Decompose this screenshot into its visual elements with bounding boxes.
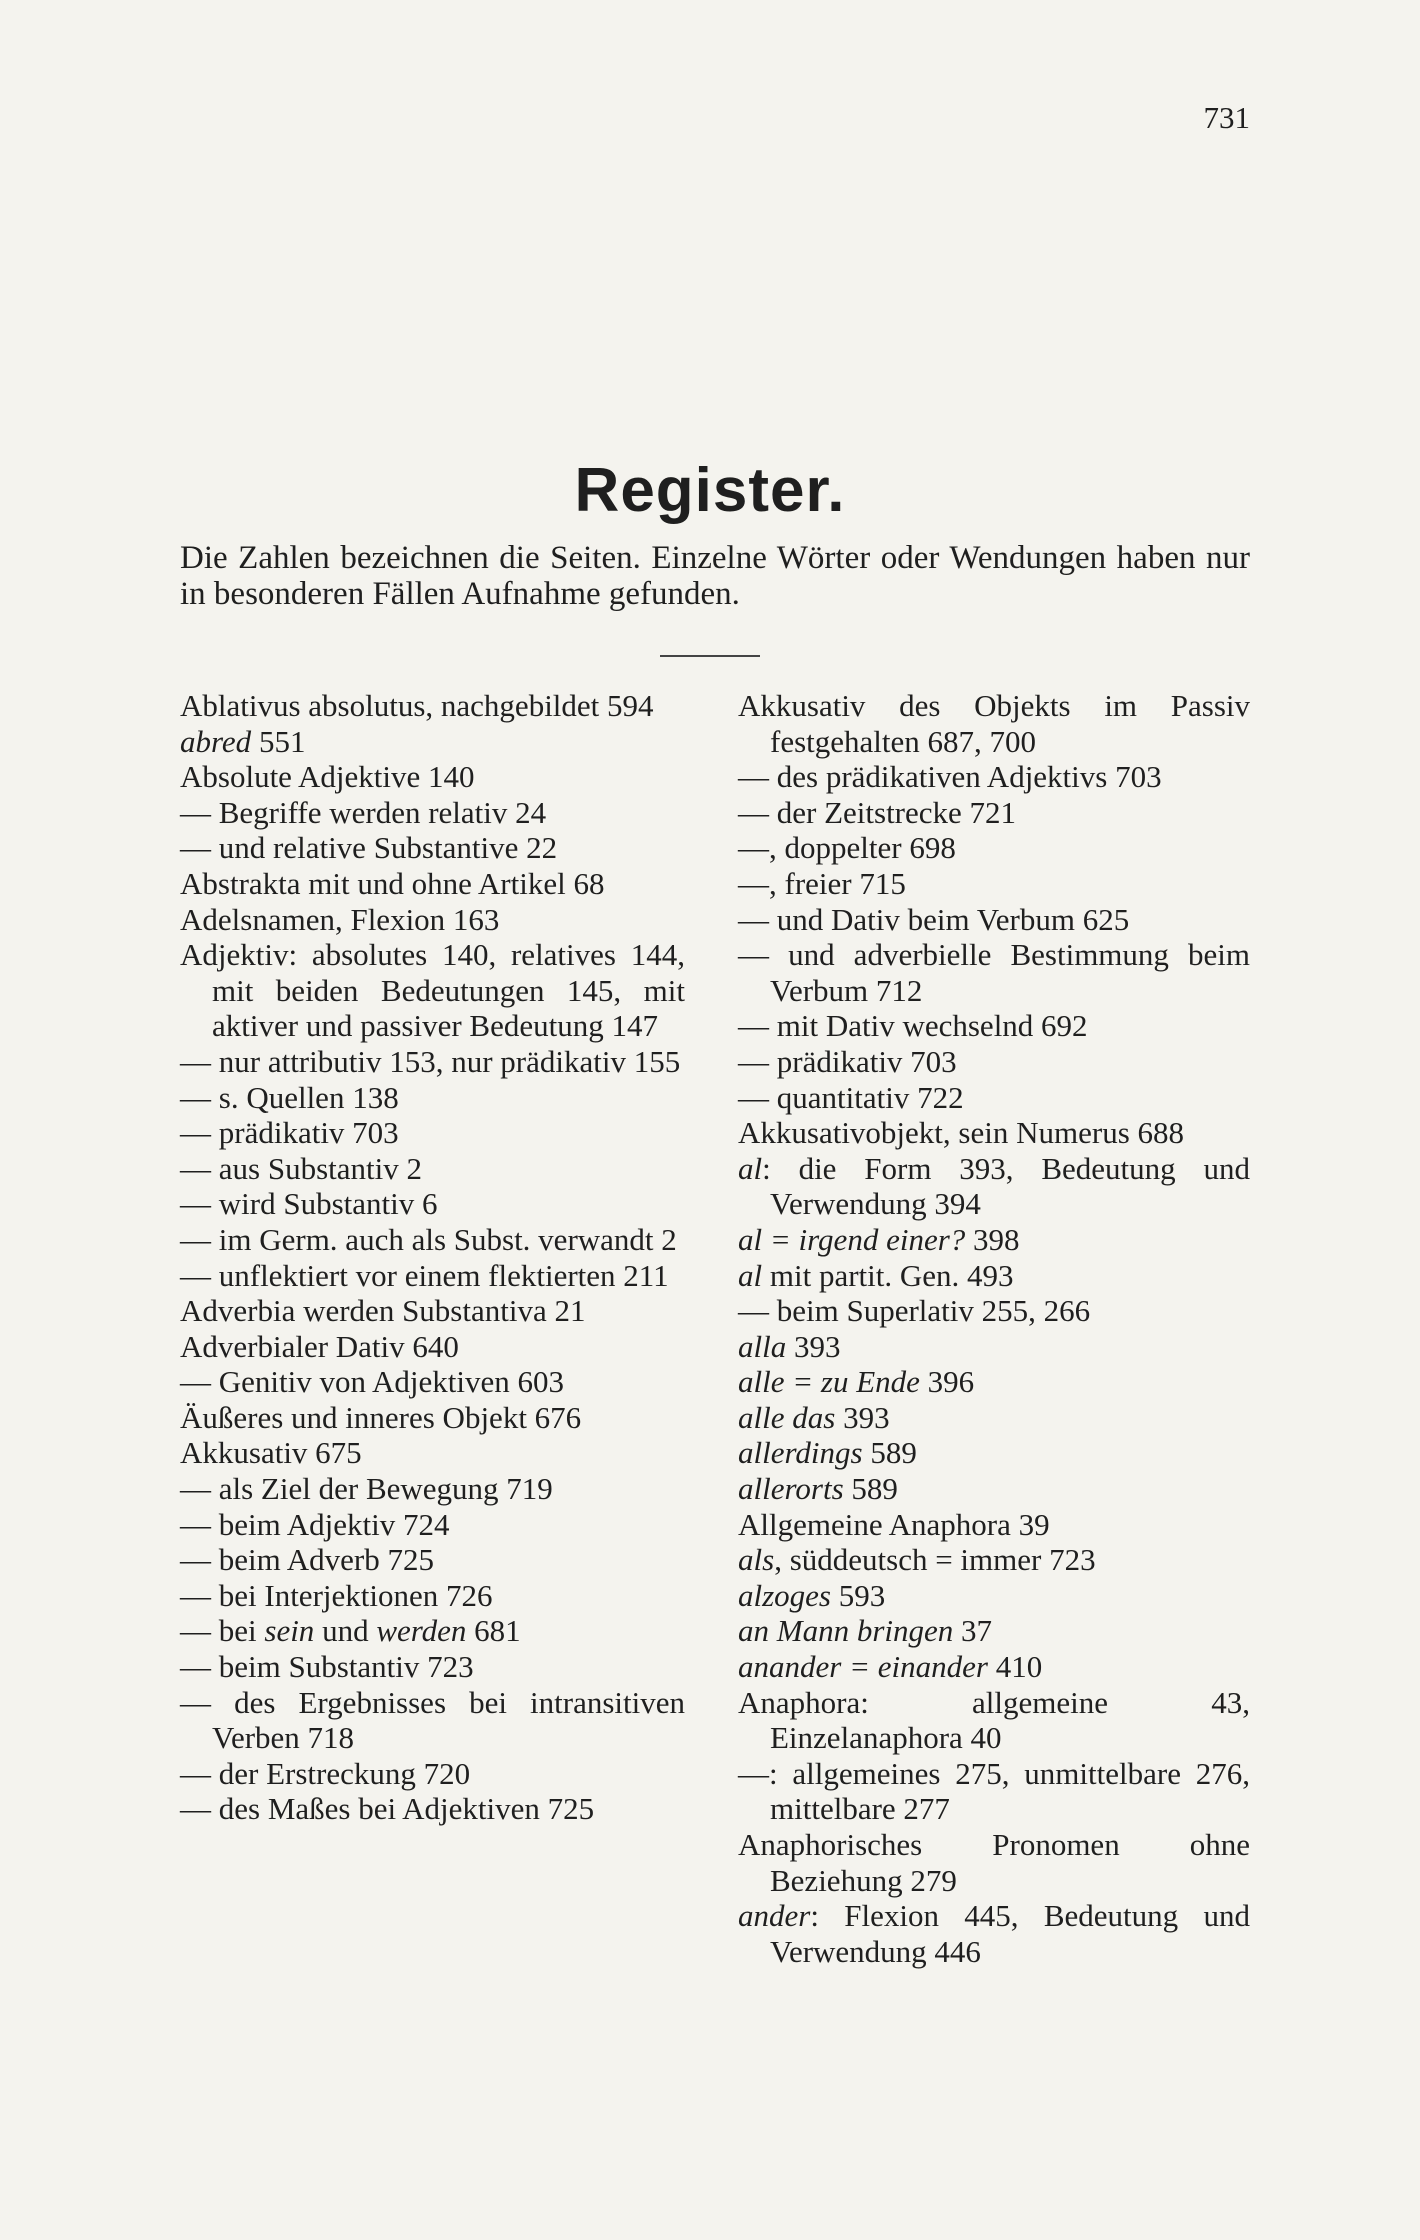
index-entry-text: 398 xyxy=(965,1221,1020,1257)
index-entry xyxy=(180,1578,685,1614)
index-entry xyxy=(738,759,1250,795)
index-headword: an Mann bringen xyxy=(738,1613,954,1649)
index-entry-text: und xyxy=(314,1613,377,1649)
intro-note: Die Zahlen bezeichnen die Seiten. Einzelne Wörter oder Wendungen haben nur in besonderen Fällen Aufnahme gefunden. xyxy=(180,540,1250,612)
index-entry-text: 393 xyxy=(786,1328,841,1364)
index-entry-text: Adverbialer Dativ 640 xyxy=(180,1328,459,1364)
index-entry xyxy=(738,1400,1250,1436)
index-entry-text: Akkusativ 675 xyxy=(180,1435,362,1471)
index-headword: abred xyxy=(180,723,252,759)
index-entry xyxy=(738,688,1250,759)
index-entry xyxy=(738,795,1250,831)
index-entry xyxy=(180,1542,685,1578)
index-entry-text: : die Form 393, Bedeutung und Verwendung 394 xyxy=(762,1150,1250,1222)
index-entry-text: Akkusativobjekt, sein Numerus 688 xyxy=(738,1115,1185,1151)
index-entry-text: — mit Dativ wechselnd 692 xyxy=(738,1008,1088,1044)
index-entry-text: Akkusativ des Objekts im Passiv festgehalten 687, 700 xyxy=(738,688,1250,759)
index-entry xyxy=(738,937,1250,1008)
index-entry-text: — nur attributiv 153, nur prädikativ 155 xyxy=(180,1043,681,1079)
index-entry-text: 37 xyxy=(953,1613,993,1649)
index-entry-text: Adjektiv: absolutes 140, relatives 144, mit beiden Bedeutungen 145, mit aktiver und passiver Bedeutung 147 xyxy=(180,937,685,1044)
index-entry-text: — bei xyxy=(180,1613,265,1649)
index-entry-text: 589 xyxy=(843,1471,898,1507)
index-headword: ander xyxy=(738,1898,811,1934)
index-entry-text: — des Maßes bei Adjektiven 725 xyxy=(180,1791,595,1827)
index-entry-text: —: allgemeines 275, unmittelbare 276, mittelbare 277 xyxy=(738,1755,1250,1827)
index-headword: sein xyxy=(264,1613,315,1649)
index-entry-text: — und Dativ beim Verbum 625 xyxy=(738,901,1130,937)
index-headword: allerorts xyxy=(738,1471,844,1507)
index-entry xyxy=(180,1186,685,1222)
index-entry-text: 393 xyxy=(835,1399,890,1435)
index-entry-text: —, doppelter 698 xyxy=(738,830,956,866)
index-entry xyxy=(180,1791,685,1827)
index-entry xyxy=(738,1827,1250,1898)
index-entry-text: 681 xyxy=(466,1613,521,1649)
index-entry-text: 551 xyxy=(251,723,306,759)
index-entry xyxy=(180,1044,685,1080)
index-entry-text: mit partit. Gen. 493 xyxy=(762,1257,1014,1293)
index-entry xyxy=(738,1293,1250,1329)
index-entry-text: 396 xyxy=(919,1364,975,1400)
index-entry-text: Anaphora: allgemeine 43, Einzelanaphora 40 xyxy=(738,1684,1250,1756)
index-entry-text: — der Erstreckung 720 xyxy=(180,1755,471,1791)
index-entry xyxy=(738,1080,1250,1116)
index-entry xyxy=(180,1400,685,1436)
index-entry xyxy=(180,724,685,760)
index-entry xyxy=(738,1507,1250,1543)
index-entry xyxy=(738,1329,1250,1365)
index-headword: al xyxy=(738,1150,763,1186)
index-entry-text: — des prädikativen Adjektivs 703 xyxy=(738,759,1162,795)
index-headword: werden xyxy=(376,1613,467,1649)
index-entry xyxy=(738,1756,1250,1827)
index-entry-text: — des Ergebnisses bei intransitiven Verben 718 xyxy=(180,1684,685,1756)
index-entry-text: — der Zeitstrecke 721 xyxy=(738,794,1017,830)
index-entry-text: — prädikativ 703 xyxy=(738,1043,957,1079)
index-headword: al xyxy=(738,1257,763,1293)
index-entry xyxy=(738,1578,1250,1614)
index-entry xyxy=(180,795,685,831)
index-entry-text: — beim Substantiv 723 xyxy=(180,1649,474,1685)
index-entry xyxy=(180,902,685,938)
index-headword: anander = einander xyxy=(738,1649,988,1685)
index-entry xyxy=(738,1685,1250,1756)
index-entry xyxy=(738,1044,1250,1080)
page-number: 731 xyxy=(1203,100,1250,135)
index-entry-text: — beim Adjektiv 724 xyxy=(180,1506,450,1542)
index-entry xyxy=(738,1542,1250,1578)
index-headword: als xyxy=(738,1542,775,1578)
index-entry-text: Äußeres und inneres Objekt 676 xyxy=(180,1399,582,1435)
index-headword: allerdings xyxy=(738,1435,863,1471)
index-entry-text: — als Ziel der Bewegung 719 xyxy=(180,1471,553,1507)
index-column-right xyxy=(738,688,1250,1969)
index-headword: al = irgend einer? xyxy=(738,1221,966,1257)
index-entry-text: — Begriffe werden relativ 24 xyxy=(180,794,547,830)
index-entry-text: — prädikativ 703 xyxy=(180,1115,399,1151)
index-entry xyxy=(180,1222,685,1258)
index-entry xyxy=(180,1151,685,1187)
index-entry-text: Allgemeine Anaphora 39 xyxy=(738,1506,1050,1542)
index-entry xyxy=(180,830,685,866)
divider xyxy=(660,655,760,657)
index-entry xyxy=(738,830,1250,866)
index-entry-text: 589 xyxy=(862,1435,917,1471)
index-entry-text: Adverbia werden Substantiva 21 xyxy=(180,1293,586,1329)
index-entry xyxy=(738,1258,1250,1294)
index-entry xyxy=(738,866,1250,902)
index-entry xyxy=(738,1222,1250,1258)
index-entry xyxy=(738,1151,1250,1222)
index-entry-text: 593 xyxy=(831,1577,886,1613)
index-entry xyxy=(180,759,685,795)
index-entry-text: — unflektiert vor einem flektierten 211 xyxy=(180,1257,669,1293)
index-entry-text: — und adverbielle Bestimmung beim Verbum 712 xyxy=(738,937,1250,1008)
index-entry xyxy=(738,1435,1250,1471)
index-entry-text: — quantitativ 722 xyxy=(738,1079,964,1115)
index-entry xyxy=(738,902,1250,938)
index-entry-text: 410 xyxy=(987,1649,1043,1685)
index-entry-text: — und relative Substantive 22 xyxy=(180,830,558,866)
index-entry xyxy=(180,1329,685,1365)
index-entry-text: Adelsnamen, Flexion 163 xyxy=(180,901,500,937)
index-entry xyxy=(180,1435,685,1471)
index-entry xyxy=(180,1364,685,1400)
index-entry xyxy=(738,1008,1250,1044)
index-entry-text: Absolute Adjektive 140 xyxy=(180,759,475,795)
index-entry xyxy=(180,1685,685,1756)
index-entry xyxy=(738,1115,1250,1151)
index-entry-text: , süddeutsch = immer 723 xyxy=(774,1542,1096,1578)
index-headword: alla xyxy=(738,1328,787,1364)
index-headword: alle = zu Ende xyxy=(738,1364,920,1400)
index-entry-text: — s. Quellen 138 xyxy=(180,1079,399,1115)
index-entry xyxy=(180,1258,685,1294)
index-entry xyxy=(738,1613,1250,1649)
index-headword: alzoges xyxy=(738,1577,831,1613)
index-entry xyxy=(180,1115,685,1151)
index-entry xyxy=(738,1364,1250,1400)
index-entry xyxy=(180,1293,685,1329)
index-headword: alle das xyxy=(738,1399,836,1435)
index-entry xyxy=(180,866,685,902)
index-entry xyxy=(180,1507,685,1543)
index-entry-text: — beim Superlativ 255, 266 xyxy=(738,1293,1091,1329)
index-entry-text: Abstrakta mit und ohne Artikel 68 xyxy=(180,865,605,901)
index-entry-text: Ablativus absolutus, nachgebildet 594 xyxy=(180,688,654,723)
page-title: Register. xyxy=(574,456,846,525)
index-entry xyxy=(180,688,685,724)
index-entry xyxy=(738,1649,1250,1685)
index-entry xyxy=(180,1649,685,1685)
index-entry xyxy=(180,1613,685,1649)
index-entry-text: Anaphorisches Pronomen ohne Beziehung 279 xyxy=(738,1827,1250,1898)
index-entry-text: — Genitiv von Adjektiven 603 xyxy=(180,1364,565,1400)
index-entry-text: —, freier 715 xyxy=(738,865,906,901)
index-entry-text: : Flexion 445, Bedeutung und Verwendung 446 xyxy=(770,1898,1250,1969)
index-entry-text: — beim Adverb 725 xyxy=(180,1542,434,1578)
index-entry-text: — bei Interjektionen 726 xyxy=(180,1577,493,1613)
index-entry xyxy=(180,1080,685,1116)
index-entry-text: — wird Substantiv 6 xyxy=(180,1186,438,1222)
index-entry-text: — im Germ. auch als Subst. verwandt 2 xyxy=(180,1221,677,1257)
index-entry xyxy=(180,1756,685,1792)
index-entry-text: — aus Substantiv 2 xyxy=(180,1150,422,1186)
index-entry xyxy=(180,1471,685,1507)
index-column-left xyxy=(180,688,685,1827)
index-entry xyxy=(738,1471,1250,1507)
index-entry xyxy=(738,1898,1250,1969)
index-entry xyxy=(180,937,685,1044)
